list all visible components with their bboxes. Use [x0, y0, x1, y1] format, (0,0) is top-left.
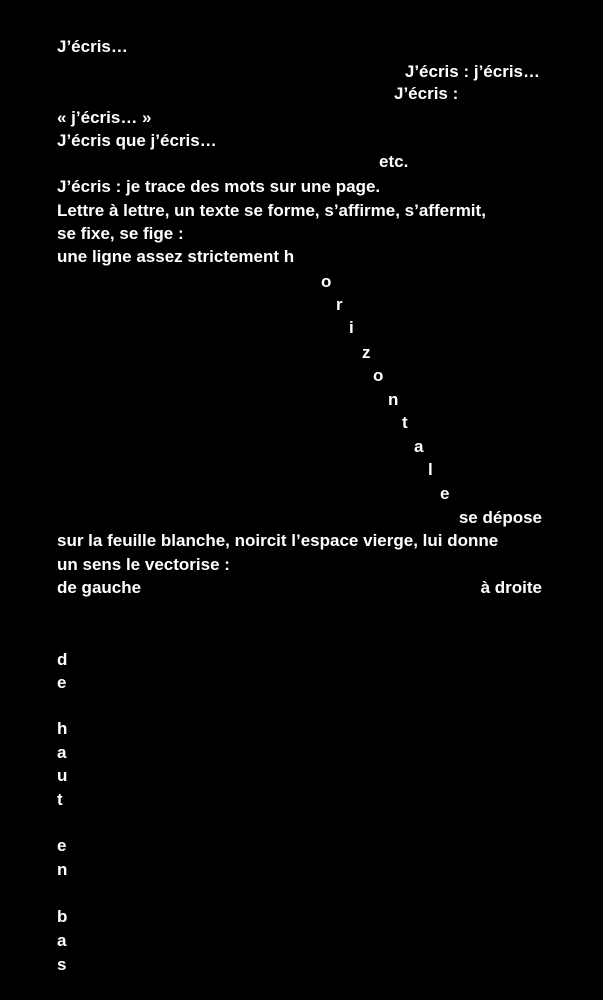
vertical-letter: b — [57, 907, 68, 926]
line-etc: etc. — [379, 152, 409, 171]
line-sur-la-feuille: sur la feuille blanche, noircit l’espace vierge, lui donne — [57, 531, 499, 550]
line-je-trace: J’écris : je trace des mots sur une page. — [57, 177, 381, 196]
vertical-letter: h — [57, 719, 68, 738]
line-jecris-que-jecris: J’écris que j’écris… — [57, 131, 217, 150]
diagonal-letter: t — [402, 413, 408, 432]
diagonal-letter: n — [388, 390, 399, 409]
line-de-gauche: de gauche — [57, 578, 142, 597]
line-un-sens: un sens le vectorise : — [57, 555, 230, 574]
line-se-fixe: se fixe, se fige : — [57, 224, 184, 243]
vertical-letter: s — [57, 955, 67, 974]
diagonal-letter: o — [373, 366, 384, 385]
line-jecris: J’écris… — [57, 37, 128, 56]
diagonal-letter: a — [414, 437, 424, 456]
vertical-letter: n — [57, 860, 68, 879]
line-lettre-a-lettre: Lettre à lettre, un texte se forme, s’affirme, s’affermit, — [57, 201, 486, 220]
diagonal-letter: r — [336, 295, 343, 314]
diagonal-letter: i — [349, 318, 354, 337]
vertical-letter: u — [57, 766, 68, 785]
line-une-ligne: une ligne assez strictement h — [57, 247, 295, 266]
vertical-letter: t — [57, 790, 63, 809]
line-a-droite: à droite — [480, 578, 542, 597]
vertical-letter: e — [57, 673, 67, 692]
line-jecris-colon: J’écris : — [394, 84, 459, 103]
line-se-depose: se dépose — [458, 508, 542, 527]
diagonal-letter: l — [428, 460, 433, 479]
vertical-letter: e — [57, 836, 67, 855]
diagonal-letter: e — [440, 484, 450, 503]
diagonal-letter: o — [321, 272, 332, 291]
vertical-letter: a — [57, 743, 67, 762]
vertical-letter: d — [57, 650, 68, 669]
line-jecris-jecris: J’écris : j’écris… — [404, 62, 540, 81]
line-quoted-jecris: « j’écris… » — [57, 108, 152, 127]
vertical-letter: a — [57, 931, 67, 950]
diagonal-letter: z — [362, 343, 371, 362]
